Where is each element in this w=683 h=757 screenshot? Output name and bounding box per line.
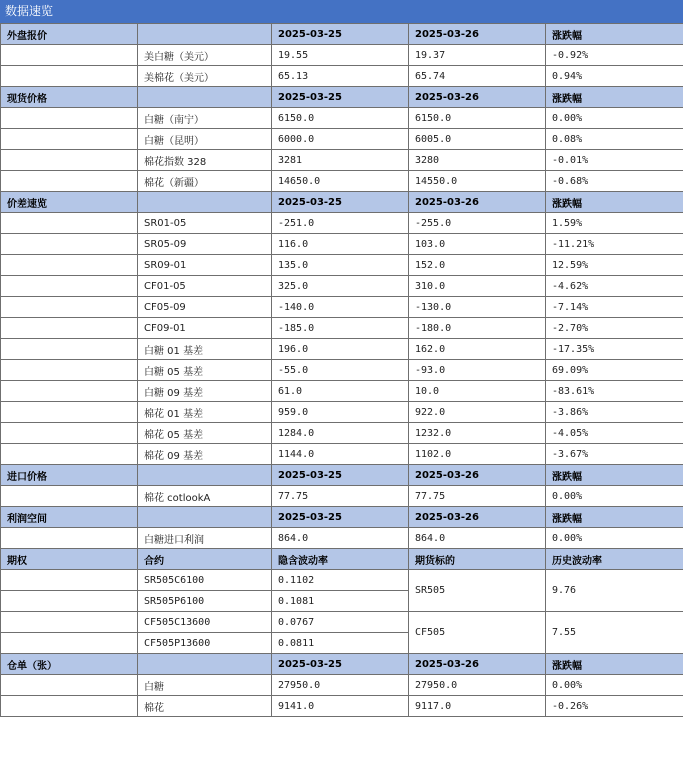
section-header-row — [1, 24, 683, 45]
value-cell: 14550.0 — [409, 171, 546, 192]
section-label: 价差速览 — [1, 192, 138, 213]
implied-volatility: 0.0767 — [272, 612, 409, 633]
value-cell: -185.0 — [272, 318, 409, 339]
column-header: 历史波动率 — [546, 549, 683, 570]
section-header-row — [1, 549, 683, 570]
empty-cell — [1, 402, 138, 423]
row-label: 白糖（昆明） — [138, 129, 272, 150]
option-contract: CF505C13600 — [138, 612, 272, 633]
empty-cell — [1, 150, 138, 171]
value-cell: 77.75 — [272, 486, 409, 507]
section-header-row — [1, 654, 683, 675]
empty-cell — [1, 360, 138, 381]
column-header: 隐含波动率 — [272, 549, 409, 570]
implied-volatility: 0.1102 — [272, 570, 409, 591]
empty-cell — [1, 612, 138, 633]
empty-cell — [1, 234, 138, 255]
value-cell: 922.0 — [409, 402, 546, 423]
empty-cell — [1, 381, 138, 402]
empty-cell — [1, 444, 138, 465]
section-label: 现货价格 — [1, 87, 138, 108]
value-cell: -255.0 — [409, 213, 546, 234]
value-cell: -180.0 — [409, 318, 546, 339]
value-cell: -251.0 — [272, 213, 409, 234]
table-row — [1, 255, 683, 276]
value-cell: -0.01% — [546, 150, 683, 171]
empty-cell — [1, 171, 138, 192]
section-label: 仓单（张） — [1, 654, 138, 675]
value-cell: 1284.0 — [272, 423, 409, 444]
empty-cell — [1, 528, 138, 549]
empty-cell — [1, 591, 138, 612]
value-cell: 3280 — [409, 150, 546, 171]
value-cell: 19.37 — [409, 45, 546, 66]
row-label: 白糖 01 基差 — [138, 339, 272, 360]
empty-cell — [1, 696, 138, 717]
column-header: 2025-03-26 — [409, 24, 546, 45]
value-cell: 162.0 — [409, 339, 546, 360]
row-label: CF09-01 — [138, 318, 272, 339]
page-title: 数据速览 — [0, 0, 683, 23]
column-header: 涨跌幅 — [546, 87, 683, 108]
row-label: SR05-09 — [138, 234, 272, 255]
option-contract: CF505P13600 — [138, 633, 272, 654]
column-header — [138, 87, 272, 108]
row-label: 美白糖（美元） — [138, 45, 272, 66]
value-cell: 0.08% — [546, 129, 683, 150]
section-label: 利润空间 — [1, 507, 138, 528]
option-contract: SR505P6100 — [138, 591, 272, 612]
table-row — [1, 696, 683, 717]
row-label: 白糖 — [138, 675, 272, 696]
column-header — [138, 192, 272, 213]
section-label: 进口价格 — [1, 465, 138, 486]
column-header: 2025-03-26 — [409, 654, 546, 675]
empty-cell — [1, 255, 138, 276]
table-row — [1, 570, 683, 591]
value-cell: 14650.0 — [272, 171, 409, 192]
column-header: 2025-03-26 — [409, 465, 546, 486]
table-row — [1, 444, 683, 465]
row-label: CF01-05 — [138, 276, 272, 297]
column-header: 2025-03-26 — [409, 87, 546, 108]
value-cell: 19.55 — [272, 45, 409, 66]
value-cell: 12.59% — [546, 255, 683, 276]
value-cell: 959.0 — [272, 402, 409, 423]
empty-cell — [1, 339, 138, 360]
section-header-row — [1, 87, 683, 108]
empty-cell — [1, 66, 138, 87]
empty-cell — [1, 108, 138, 129]
section-header-row — [1, 507, 683, 528]
table-row — [1, 486, 683, 507]
column-header: 2025-03-25 — [272, 465, 409, 486]
row-label: 白糖进口利润 — [138, 528, 272, 549]
table-row — [1, 129, 683, 150]
value-cell: -0.92% — [546, 45, 683, 66]
value-cell: 152.0 — [409, 255, 546, 276]
value-cell: -11.21% — [546, 234, 683, 255]
column-header: 涨跌幅 — [546, 654, 683, 675]
value-cell: -0.68% — [546, 171, 683, 192]
table-row — [1, 528, 683, 549]
table-row — [1, 402, 683, 423]
empty-cell — [1, 129, 138, 150]
column-header: 2025-03-25 — [272, 192, 409, 213]
value-cell: -2.70% — [546, 318, 683, 339]
value-cell: -3.67% — [546, 444, 683, 465]
value-cell: -17.35% — [546, 339, 683, 360]
option-contract: SR505C6100 — [138, 570, 272, 591]
section-header-row — [1, 192, 683, 213]
value-cell: -93.0 — [409, 360, 546, 381]
row-label: 白糖 09 基差 — [138, 381, 272, 402]
value-cell: 65.74 — [409, 66, 546, 87]
table-row — [1, 45, 683, 66]
futures-underlying: SR505 — [409, 570, 546, 612]
value-cell: 0.94% — [546, 66, 683, 87]
value-cell: -7.14% — [546, 297, 683, 318]
row-label: 棉花 cotlookA — [138, 486, 272, 507]
row-label: CF05-09 — [138, 297, 272, 318]
value-cell: 6150.0 — [409, 108, 546, 129]
column-header — [138, 24, 272, 45]
empty-cell — [1, 423, 138, 444]
column-header: 涨跌幅 — [546, 192, 683, 213]
value-cell: 77.75 — [409, 486, 546, 507]
table-row — [1, 108, 683, 129]
empty-cell — [1, 675, 138, 696]
value-cell: 6000.0 — [272, 129, 409, 150]
implied-volatility: 0.1081 — [272, 591, 409, 612]
value-cell: 69.09% — [546, 360, 683, 381]
row-label: 白糖 05 基差 — [138, 360, 272, 381]
table-row — [1, 234, 683, 255]
value-cell: 10.0 — [409, 381, 546, 402]
table-row — [1, 171, 683, 192]
value-cell: 9117.0 — [409, 696, 546, 717]
column-header — [138, 507, 272, 528]
column-header: 合约 — [138, 549, 272, 570]
table-row — [1, 612, 683, 633]
value-cell: 1102.0 — [409, 444, 546, 465]
value-cell: 6150.0 — [272, 108, 409, 129]
row-label: 白糖（南宁） — [138, 108, 272, 129]
table-row — [1, 150, 683, 171]
empty-cell — [1, 213, 138, 234]
value-cell: -4.62% — [546, 276, 683, 297]
row-label: 棉花指数 328 — [138, 150, 272, 171]
column-header: 期货标的 — [409, 549, 546, 570]
value-cell: 135.0 — [272, 255, 409, 276]
empty-cell — [1, 318, 138, 339]
column-header: 2025-03-25 — [272, 507, 409, 528]
value-cell: 0.00% — [546, 486, 683, 507]
table-row — [1, 297, 683, 318]
data-overview-table — [0, 23, 683, 717]
value-cell: 3281 — [272, 150, 409, 171]
column-header: 涨跌幅 — [546, 24, 683, 45]
value-cell: 9141.0 — [272, 696, 409, 717]
value-cell: 65.13 — [272, 66, 409, 87]
row-label: SR01-05 — [138, 213, 272, 234]
column-header: 2025-03-25 — [272, 654, 409, 675]
value-cell: 61.0 — [272, 381, 409, 402]
column-header: 2025-03-25 — [272, 24, 409, 45]
column-header: 2025-03-25 — [272, 87, 409, 108]
futures-underlying: CF505 — [409, 612, 546, 654]
value-cell: 6005.0 — [409, 129, 546, 150]
value-cell: 0.00% — [546, 675, 683, 696]
table-row — [1, 675, 683, 696]
table-row — [1, 360, 683, 381]
column-header: 涨跌幅 — [546, 465, 683, 486]
value-cell: 310.0 — [409, 276, 546, 297]
value-cell: 196.0 — [272, 339, 409, 360]
historical-volatility: 9.76 — [546, 570, 683, 612]
section-label: 外盘报价 — [1, 24, 138, 45]
value-cell: 325.0 — [272, 276, 409, 297]
historical-volatility: 7.55 — [546, 612, 683, 654]
value-cell: 27950.0 — [272, 675, 409, 696]
table-row — [1, 339, 683, 360]
table-row — [1, 381, 683, 402]
table-row — [1, 318, 683, 339]
value-cell: -3.86% — [546, 402, 683, 423]
value-cell: -0.26% — [546, 696, 683, 717]
value-cell: 103.0 — [409, 234, 546, 255]
row-label: 棉花（新疆） — [138, 171, 272, 192]
table-row — [1, 276, 683, 297]
value-cell: 116.0 — [272, 234, 409, 255]
value-cell: -83.61% — [546, 381, 683, 402]
value-cell: 27950.0 — [409, 675, 546, 696]
row-label: 棉花 09 基差 — [138, 444, 272, 465]
column-header — [138, 465, 272, 486]
value-cell: -140.0 — [272, 297, 409, 318]
empty-cell — [1, 570, 138, 591]
empty-cell — [1, 297, 138, 318]
empty-cell — [1, 633, 138, 654]
value-cell: 0.00% — [546, 108, 683, 129]
section-header-row — [1, 465, 683, 486]
value-cell: -130.0 — [409, 297, 546, 318]
empty-cell — [1, 45, 138, 66]
column-header: 2025-03-26 — [409, 507, 546, 528]
row-label: SR09-01 — [138, 255, 272, 276]
row-label: 美棉花（美元） — [138, 66, 272, 87]
value-cell: 1.59% — [546, 213, 683, 234]
row-label: 棉花 01 基差 — [138, 402, 272, 423]
value-cell: 1144.0 — [272, 444, 409, 465]
value-cell: 0.00% — [546, 528, 683, 549]
section-label: 期权 — [1, 549, 138, 570]
column-header: 涨跌幅 — [546, 507, 683, 528]
empty-cell — [1, 486, 138, 507]
table-row — [1, 423, 683, 444]
table-row — [1, 66, 683, 87]
row-label: 棉花 — [138, 696, 272, 717]
table-row — [1, 213, 683, 234]
value-cell: 1232.0 — [409, 423, 546, 444]
value-cell: 864.0 — [272, 528, 409, 549]
implied-volatility: 0.0811 — [272, 633, 409, 654]
column-header: 2025-03-26 — [409, 192, 546, 213]
column-header — [138, 654, 272, 675]
value-cell: -4.05% — [546, 423, 683, 444]
value-cell: 864.0 — [409, 528, 546, 549]
value-cell: -55.0 — [272, 360, 409, 381]
empty-cell — [1, 276, 138, 297]
row-label: 棉花 05 基差 — [138, 423, 272, 444]
